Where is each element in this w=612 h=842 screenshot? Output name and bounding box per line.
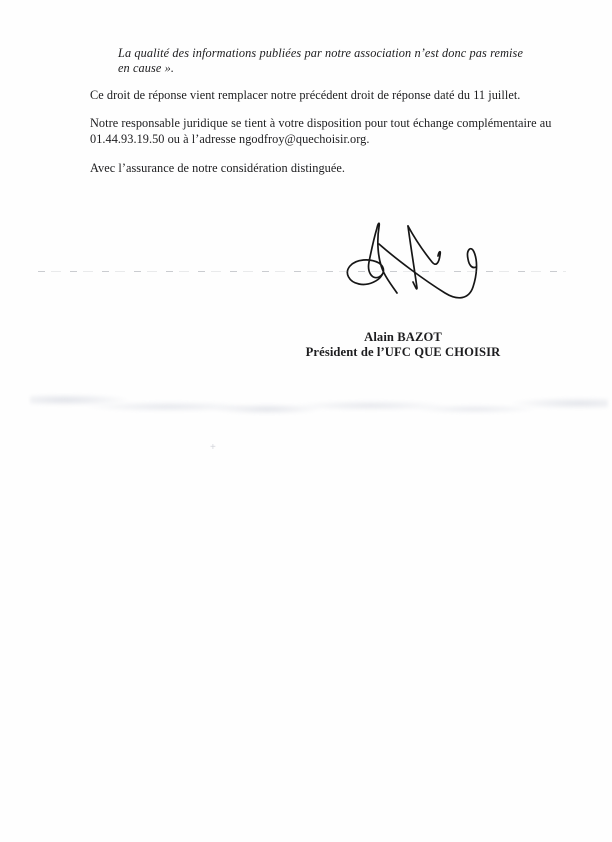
handwritten-signature [338, 214, 478, 314]
quote-line-1: La qualité des informations publiées par notre association n’est donc pas remise [118, 46, 524, 60]
scan-plus-mark: + [210, 442, 216, 453]
quote-line-2: en cause ». [118, 61, 175, 75]
paragraph-contact-line-2: 01.44.93.19.50 ou à l’adresse ngodfroy@quechoisir.org. [90, 131, 370, 146]
scan-artifact-dashed-line [38, 271, 566, 272]
signature-icon [338, 214, 478, 314]
paragraph-replacement: Ce droit de réponse vient remplacer notre précédent droit de réponse daté du 11 juillet. [90, 88, 521, 102]
scan-smudge-band [30, 388, 608, 422]
quote-block [118, 46, 548, 76]
signer-title: Président de l’UFC QUE CHOISIR [305, 344, 501, 359]
paragraph-contact [90, 116, 565, 147]
paragraph-closing: Avec l’assurance de notre considération distinguée. [90, 161, 345, 175]
signer-name: Alain BAZOT [364, 330, 442, 344]
paragraph-contact-line-1: Notre responsable juridique se tient à votre disposition pour tout échange complémentaire au [90, 116, 552, 130]
signer-block [300, 330, 506, 359]
